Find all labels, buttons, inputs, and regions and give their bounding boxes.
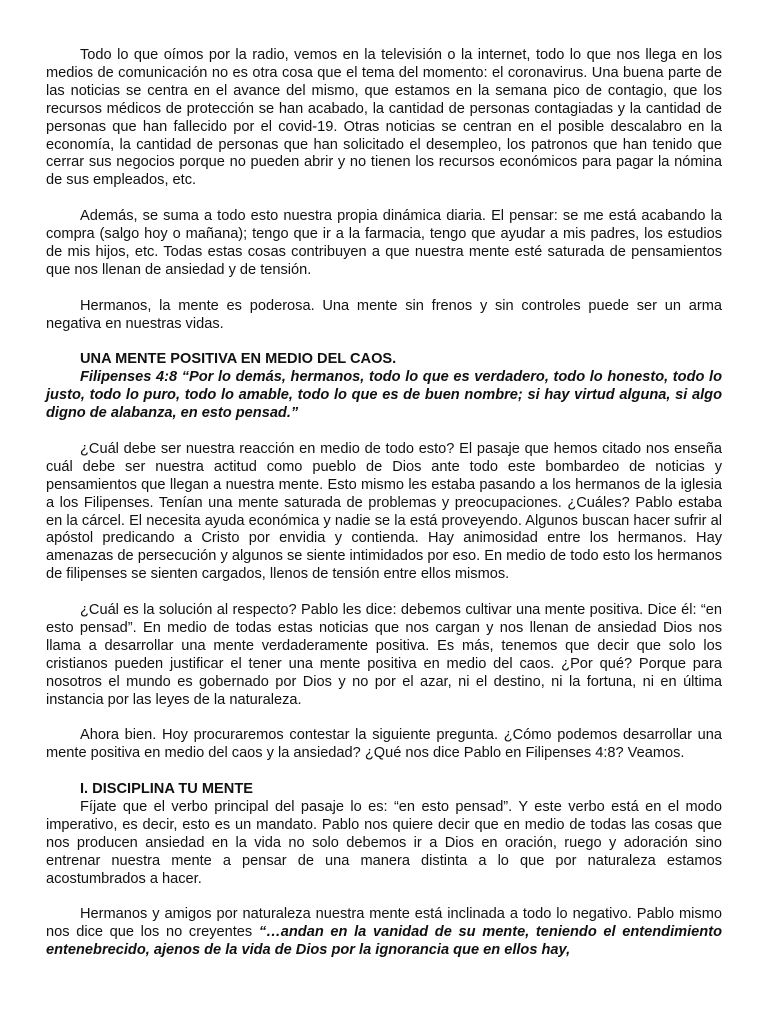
paragraph-gap [46, 423, 722, 441]
paragraph-gap [46, 333, 722, 351]
paragraph-gap [46, 190, 722, 208]
document-body [46, 47, 722, 960]
section-heading-2: I. DISCIPLINA TU MENTE [80, 781, 253, 798]
scripture-quote: Filipenses 4:8 “Por lo demás, hermanos, todo lo que es verdadero, todo lo honesto, todo lo justo, todo lo puro, todo lo amable, todo lo que es de buen nombre; si hay virtud alguna, si algo digno de alabanza, en esto pensad.” [46, 369, 722, 422]
paragraph-gap [46, 709, 722, 727]
paragraph-gap [46, 763, 722, 781]
paragraph-6: Ahora bien. Hoy procuraremos contestar la siguiente pregunta. ¿Cómo podemos desarrollar una mente positiva en medio del caos y la ansiedad? ¿Qué nos dice Pablo en Filipenses 4:8? Veamos. [46, 727, 722, 762]
paragraph-2: Además, se suma a todo esto nuestra propia dinámica diaria. El pensar: se me está acabando la compra (salgo hoy o mañana); tengo que ir a la farmacia, tengo que ayudar a mis padres, los estudios de mis hijos, etc. Todas estas cosas contribuyen a que nuestra mente esté saturada de pensamientos que nos llenan de ansiedad y de tensión. [46, 208, 722, 278]
section-heading-1: UNA MENTE POSITIVA EN MEDIO DEL CAOS. [80, 351, 397, 368]
paragraph-8-quote: “…andan en la vanidad de su mente, teniendo el entendimiento entenebrecido, ajenos de la vida de Dios por la ignorancia que en ellos hay, [46, 924, 722, 959]
paragraph-8-text: Hermanos y amigos por naturaleza nuestra mente está inclinada a todo lo negativo. Pablo mismo nos dice que los no creyentes [46, 906, 722, 941]
paragraph-4: ¿Cuál debe ser nuestra reacción en medio de todo esto? El pasaje que hemos citado nos enseña cuál debe ser nuestra actitud como pueblo de Dios ante todo este bombardeo de noticias y pensamientos que llegan a nuestra mente. Esto mismo les estaba pasando a los hermanos de la iglesia a los Filipenses. Tenían una mente saturada de problemas y preocupaciones. ¿Cuáles? Pablo estaba en la cárcel. El necesita ayuda económica y nadie se la está proveyendo. Algunos buscan hacer sufrir al apóstol predicando a Cristo por envidia y contienda. Hay animosidad entre los hermanos. Hay amenazas de persecución y algunos se siente intimidados por eso. En medio de todo esto los hermanos de filipenses se sienten cargados, llenos de tensión entre ellos mismos. [46, 440, 722, 583]
paragraph-gap [46, 584, 722, 602]
paragraph-gap [46, 280, 722, 298]
paragraph-8 [46, 906, 722, 960]
paragraph-gap [46, 888, 722, 906]
paragraph-3: Hermanos, la mente es poderosa. Una mente sin frenos y sin controles puede ser un arma negativa en nuestras vidas. [46, 297, 722, 332]
paragraph-7: Fíjate que el verbo principal del pasaje lo es: “en esto pensad”. Y este verbo está en el modo imperativo, es decir, esto es un mandato. Pablo nos quiere decir que en medio de todas las cosas que nos producen ansiedad en la vida no solo debemos ir a Dios en oración, ruego y adoración sino entrenar nuestra mente a pensar de una manera distinta a lo que por naturaleza estamos acostumbrados a hacer. [46, 798, 722, 887]
paragraph-5: ¿Cuál es la solución al respecto? Pablo les dice: debemos cultivar una mente positiva. Dice él: “en esto pensad”. En medio de todas estas noticias que nos cargan y nos llenan de ansiedad Dios nos llama a desarrollar una mente verdaderamente positiva. Es más, tenemos que decir que solo los cristianos pueden justificar el tener una mente positiva en medio del caos. ¿Por qué? Porque para nosotros el mundo es gobernado por Dios y no por el azar, ni el destino, ni la fortuna, ni en última instancia por las leyes de la naturaleza. [46, 602, 722, 708]
paragraph-1: Todo lo que oímos por la radio, vemos en la televisión o la internet, todo lo que nos llega en los medios de comunicación no es otra cosa que el tema del momento: el coronavirus. Una buena parte de las noticias se centra en el avance del mismo, que estamos en la semana pico de contagio, que los recursos médicos de protección se han acabado, la cantidad de personas contagiadas y la cantidad de personas que han fallecido por el covid-19. Otras noticias se centran en el posible descalabro en la economía, la cantidad de personas que han solicitado el desempleo, los patronos que han tenido que cerrar sus negocios porque no pueden abrir y no tienen los recursos económicos para pagar la nómina de sus empleados, etc. [46, 47, 722, 189]
